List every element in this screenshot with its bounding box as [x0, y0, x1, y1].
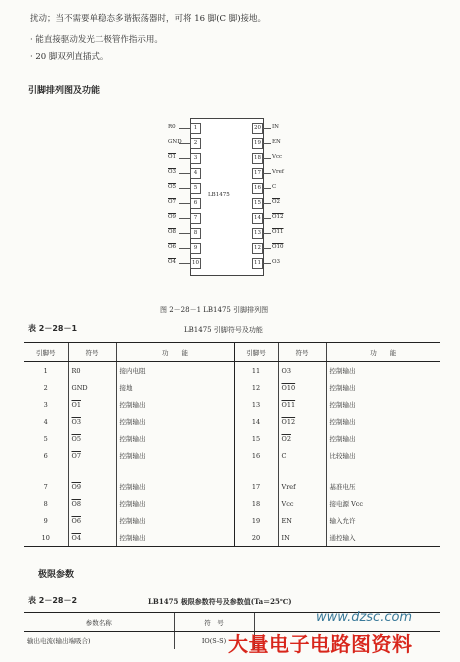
pin-number: 20 [252, 123, 263, 134]
pin-number: 16 [252, 183, 263, 194]
pin-number: 8 [190, 228, 201, 239]
pin-name: O3 [168, 169, 177, 175]
table-row [24, 362, 440, 380]
pin-number-cell: 8 [43, 499, 48, 508]
table-row [24, 396, 440, 413]
table2-label: 表 2－28－2 [28, 596, 78, 605]
pin-function-cell: 输入允许 [326, 512, 440, 529]
pin-function-cell: 控制输出 [116, 396, 234, 413]
pin-number: 10 [190, 258, 201, 269]
pin-number-cell: 10 [24, 529, 68, 547]
pin-number-cell: 15 [234, 430, 278, 447]
table1-header: 引脚号 [24, 343, 68, 362]
pin-symbol-cell: O7 [68, 447, 116, 464]
watermark-url: www.dzsc.com [316, 610, 413, 625]
pin-name: O8 [168, 229, 177, 235]
pin-name: O10 [272, 244, 284, 250]
pin-symbol-cell: O9 [68, 478, 116, 495]
pin-lead [263, 158, 271, 159]
pin-name: O12 [272, 214, 284, 220]
pin-lead [179, 263, 190, 264]
pin-number-cell: 19 [234, 512, 278, 529]
pin-number: 14 [252, 213, 263, 224]
pin-number-cell: 20 [234, 529, 278, 547]
pin-number-cell: 5 [43, 434, 48, 443]
table-row [24, 379, 440, 396]
pin-number-cell: 4 [43, 417, 48, 426]
table1-header: 符号 [68, 343, 116, 362]
table1-header-row [24, 343, 440, 362]
pin-number: 18 [252, 153, 263, 164]
pin-number-cell: 7 [43, 482, 48, 491]
pin-lead [263, 143, 271, 144]
pin-function-cell: 基准电压 [326, 478, 440, 495]
param-name: 输出电流(输出端吸合) [27, 637, 91, 645]
pin-name: O9 [168, 214, 177, 220]
pin-name: R0 [168, 124, 176, 130]
pin-number-cell: 17 [234, 478, 278, 495]
pin-lead [179, 128, 190, 129]
pin-number-cell: 9 [43, 516, 48, 525]
pin-name: O4 [168, 259, 177, 265]
pin-function-cell: 控制输出 [116, 529, 234, 547]
table-row [24, 529, 440, 547]
param-symbol: IO(S-S) [174, 632, 254, 650]
pin-symbol-cell: O4 [68, 529, 116, 547]
pin-function-cell: 控制输出 [116, 430, 234, 447]
table1-header: 符号 [278, 343, 326, 362]
pin-symbol-cell: O2 [278, 430, 326, 447]
intro-line-1: 扰动；当不需要单稳态多谐振荡器时，可将 16 脚(C 脚)接地。 [30, 14, 267, 24]
pin-symbol-cell: O6 [68, 512, 116, 529]
pin-number: 6 [190, 198, 201, 209]
pin-lead [263, 263, 271, 264]
pin-name: O11 [272, 229, 284, 235]
table-row [24, 447, 440, 464]
pin-lead [179, 233, 190, 234]
pin-lead [263, 233, 271, 234]
pin-number-cell: 14 [234, 413, 278, 430]
pin-name: C [272, 184, 277, 190]
table-row [24, 430, 440, 447]
pin-number-cell: 11 [234, 362, 278, 380]
pin-symbol-cell: C [278, 447, 326, 464]
pin-symbol-cell: IN [278, 529, 326, 547]
pin-function-cell: 接内电阻 [116, 362, 234, 380]
pin-number: 11 [252, 258, 263, 269]
pin-lead [179, 173, 190, 174]
pin-number: 3 [190, 153, 201, 164]
table-row [24, 413, 440, 430]
pin-function-cell: 接电源 Vcc [326, 495, 440, 512]
pin-symbol-cell: O11 [278, 396, 326, 413]
pin-function-cell: 控制输出 [326, 362, 440, 380]
table1-header: 引脚号 [234, 343, 278, 362]
pin-symbol-cell: O10 [278, 379, 326, 396]
pin-lead [263, 218, 271, 219]
intro-line-3: · 20 脚双列直插式。 [30, 52, 109, 62]
pin-lead [179, 218, 190, 219]
pin-function-cell: 控制输出 [326, 396, 440, 413]
pin-lead [179, 143, 190, 144]
pin-lead [263, 173, 271, 174]
table2-caption: LB1475 极限参数符号及参数值(Ta＝25℃) [148, 597, 292, 606]
pin-lead [263, 248, 271, 249]
ic-label: LB1475 [208, 192, 230, 198]
pin-lead [179, 188, 190, 189]
pin-function-cell: 控制输出 [116, 413, 234, 430]
pin-number-cell: 2 [43, 383, 48, 392]
pin-symbol-cell: Vcc [278, 495, 326, 512]
pin-section-heading: 引脚排列图及功能 [28, 86, 101, 96]
pin-name: O5 [168, 184, 177, 190]
pin-symbol-cell: O8 [68, 495, 116, 512]
pin-number: 17 [252, 168, 263, 179]
pin-name: O1 [168, 154, 177, 160]
pin-symbol-cell: O3 [68, 413, 116, 430]
table1-header: 功 能 [326, 343, 440, 362]
pin-lead [263, 203, 271, 204]
pin-name: O2 [272, 199, 281, 205]
pin-number: 2 [190, 138, 201, 149]
pin-number: 12 [252, 243, 263, 254]
pin-number: 19 [252, 138, 263, 149]
pin-number: 13 [252, 228, 263, 239]
pin-function-cell: 通控输入 [326, 529, 440, 547]
pin-symbol-cell: O1 [68, 396, 116, 413]
intro-line-2: · 能直接驱动发光二极管作指示用。 [30, 35, 163, 45]
pin-number: 7 [190, 213, 201, 224]
pin-name: Vref [272, 169, 284, 175]
pin-number-cell: 6 [43, 451, 48, 460]
pin-function-cell: 控制输出 [116, 478, 234, 495]
pin-symbol-cell: R0 [68, 362, 116, 380]
table-row [24, 495, 440, 512]
pin-lead [263, 188, 271, 189]
pin-name: O3 [272, 259, 281, 265]
pin-number: 15 [252, 198, 263, 209]
pin-number: 1 [190, 123, 201, 134]
pin-name: O7 [168, 199, 177, 205]
pin-symbol-cell: O5 [68, 430, 116, 447]
table-row [24, 512, 440, 529]
watermark-brand: 大量电子电路图资料 [228, 632, 413, 656]
table2-header: 符 号 [174, 613, 254, 632]
table1-caption: LB1475 引脚符号及功能 [184, 326, 263, 334]
pin-function-cell: 控制输出 [116, 512, 234, 529]
pin-symbol-cell: EN [278, 512, 326, 529]
pin-name: EN [272, 139, 281, 145]
table2-header: 参数名称 [24, 613, 174, 632]
pin-lead [179, 248, 190, 249]
pin-lead [179, 203, 190, 204]
pin-number-cell: 1 [43, 366, 48, 375]
pin-number: 9 [190, 243, 201, 254]
pin-name: IN [272, 124, 279, 130]
pin-function-table [24, 342, 440, 547]
pin-symbol-cell: O3 [278, 362, 326, 380]
ic-diagram [168, 118, 286, 278]
pin-function-cell: 控制输出 [116, 447, 234, 464]
figure-caption: 图 2－28－1 LB1475 引脚排列图 [160, 306, 269, 314]
table1-header: 功 能 [116, 343, 234, 362]
pin-number-cell: 13 [234, 396, 278, 413]
pin-symbol-cell: O12 [278, 413, 326, 430]
pin-name: Vcc [272, 154, 283, 160]
pin-function-cell: 控制输出 [326, 430, 440, 447]
pin-symbol-cell: GND [68, 379, 116, 396]
pin-number: 4 [190, 168, 201, 179]
pin-number-cell: 16 [234, 447, 278, 464]
pin-function-cell: 控制输出 [326, 413, 440, 430]
pin-lead [263, 128, 271, 129]
pin-name: O6 [168, 244, 177, 250]
pin-function-cell: 控制输出 [326, 379, 440, 396]
pin-name: GND [168, 139, 182, 145]
pin-number-cell: 12 [234, 379, 278, 396]
pin-function-cell: 接地 [116, 379, 234, 396]
pin-number-cell: 3 [43, 400, 48, 409]
pin-number-cell: 18 [234, 495, 278, 512]
pin-symbol-cell: Vref [278, 478, 326, 495]
pin-lead [179, 158, 190, 159]
table1-label: 表 2－28－1 [28, 324, 78, 333]
table-row [24, 478, 440, 495]
pin-function-cell: 控制输出 [116, 495, 234, 512]
pin-number: 5 [190, 183, 201, 194]
limits-heading: 极限参数 [38, 570, 75, 580]
pin-function-cell: 比较输出 [326, 447, 440, 464]
